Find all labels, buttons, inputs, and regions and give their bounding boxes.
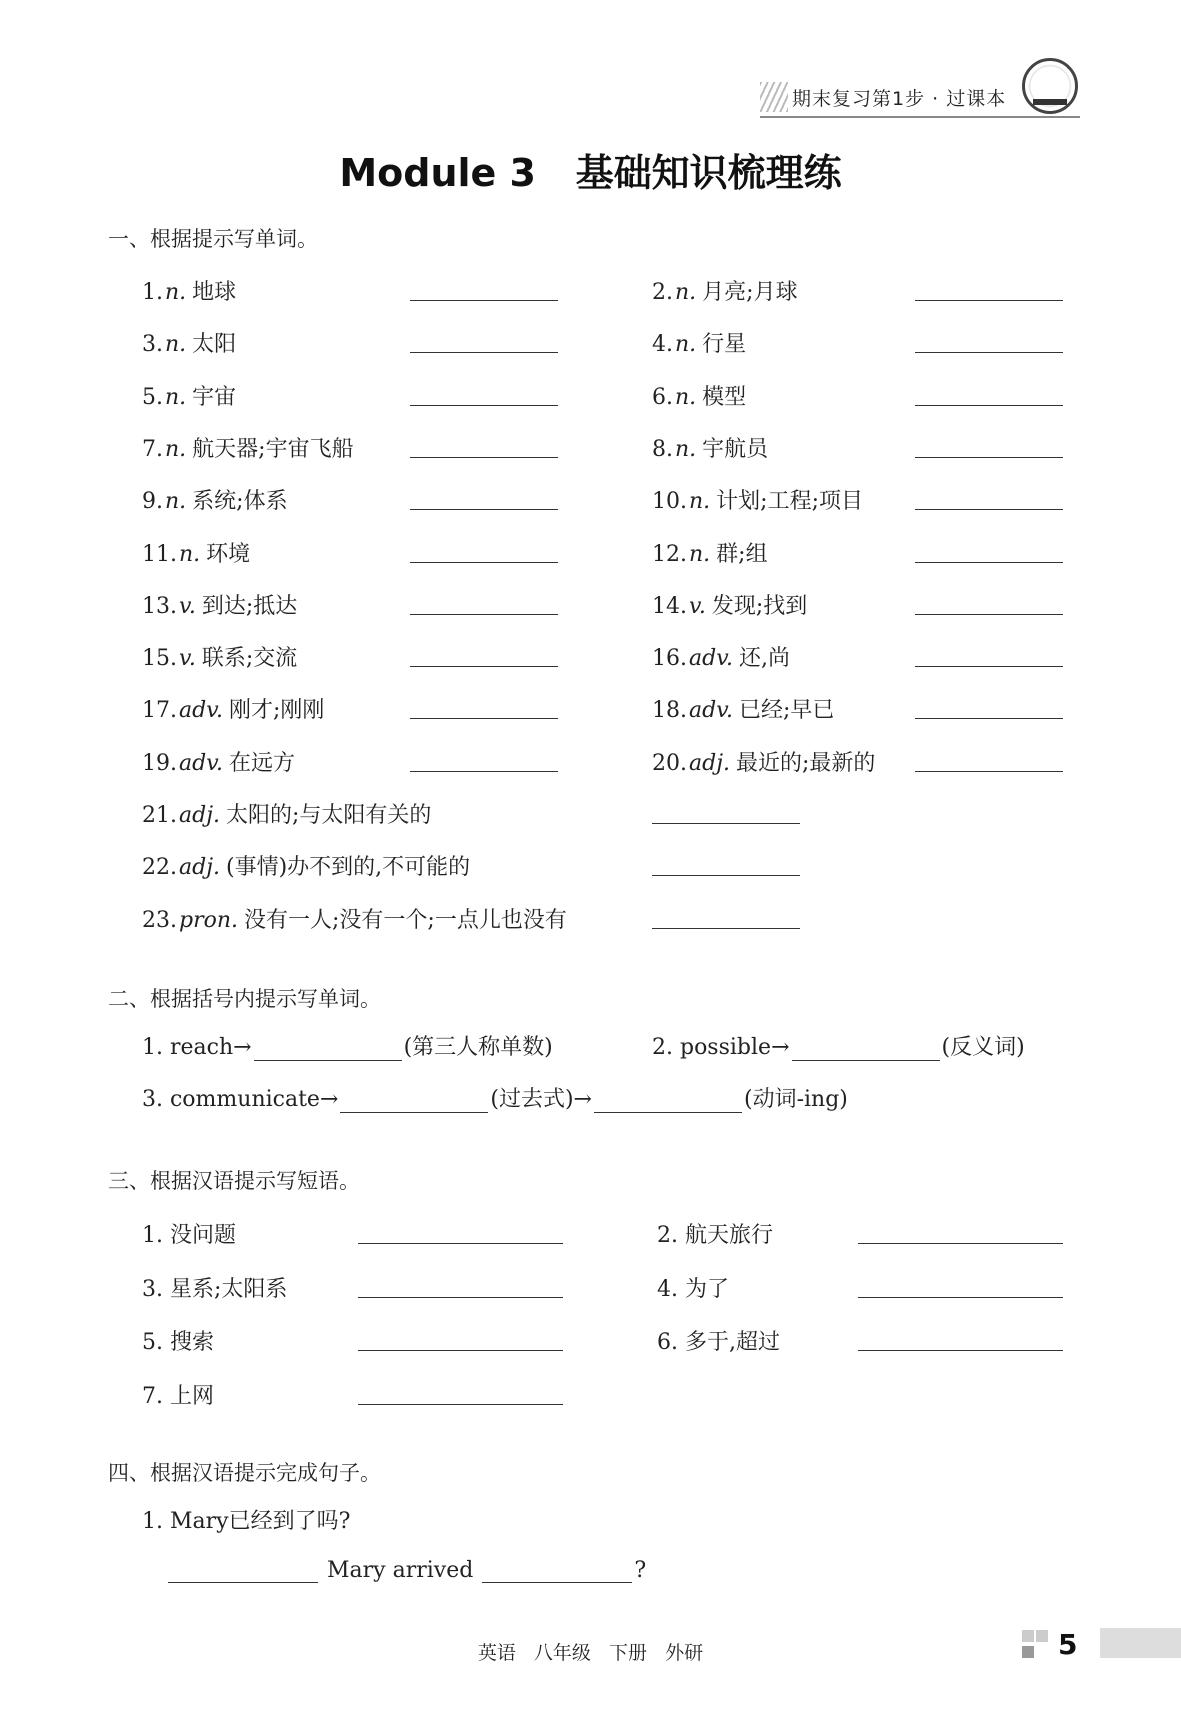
section4-heading: 四、根据汉语提示完成句子。 (108, 1461, 381, 1485)
section1-item (142, 903, 567, 934)
part-of-speech: adj. (179, 855, 221, 881)
header-rule (760, 116, 1080, 118)
item-number: 11. (142, 541, 177, 567)
section1-item (142, 537, 250, 568)
answer-blank[interactable] (358, 1243, 563, 1244)
item-hint: (反义词) (941, 1035, 1025, 1060)
part-of-speech: n. (675, 436, 697, 462)
answer-blank[interactable] (410, 614, 558, 615)
item-text: 没有一人;没有一个;一点儿也没有 (244, 907, 567, 933)
section3-item: 4. 为了 (657, 1276, 729, 1302)
answer-blank[interactable] (915, 562, 1063, 563)
answer-blank[interactable] (858, 1243, 1063, 1244)
section3-item: 6. 多于,超过 (657, 1330, 780, 1355)
header-text: 期末复习第1步 · 过课本 (792, 88, 1007, 110)
item-number: 3. (142, 332, 163, 358)
answer-blank[interactable] (358, 1404, 563, 1405)
item-number: 16. (652, 646, 687, 672)
item-text: 月亮;月球 (702, 280, 798, 305)
item-prefix: 1. reach→ (142, 1035, 252, 1060)
answer-blank[interactable] (358, 1297, 563, 1298)
part-of-speech: n. (675, 280, 697, 305)
part-of-speech: adv. (179, 698, 224, 724)
answer-blank[interactable] (858, 1350, 1063, 1351)
item-text: 模型 (702, 384, 747, 410)
item-number: 5. (142, 384, 163, 410)
answer-blank[interactable] (410, 718, 558, 719)
item-text: 系统;体系 (192, 489, 288, 515)
part-of-speech: adj. (689, 750, 731, 776)
item-text: 在远方 (229, 750, 296, 776)
section1-item (142, 693, 324, 724)
item-text: 还,尚 (739, 646, 791, 672)
answer-blank[interactable] (410, 300, 558, 301)
answer-blank[interactable] (410, 457, 558, 458)
section2-item-2 (652, 1030, 1025, 1061)
answer-blank[interactable] (410, 562, 558, 563)
item-text: 宇宙 (192, 384, 237, 410)
item-text: 计划;工程;项目 (716, 489, 863, 515)
item-text: 航天器;宇宙飞船 (192, 436, 354, 462)
item-text: 到达;抵达 (201, 593, 298, 619)
item-number: 4. (652, 332, 673, 358)
section1-item (652, 275, 798, 306)
answer-blank[interactable] (410, 771, 558, 772)
section1-item (652, 589, 807, 620)
answer-blank[interactable] (410, 405, 558, 406)
footer-decoration (1022, 1630, 1050, 1666)
answer-blank[interactable] (410, 666, 558, 667)
section1-item (652, 746, 875, 777)
answer-blank[interactable] (858, 1297, 1063, 1298)
item-number: 23. (142, 907, 177, 933)
item-text: 群;组 (716, 541, 768, 567)
item-number: 22. (142, 855, 177, 881)
item-text: 已经;早已 (739, 698, 835, 724)
answer-blank[interactable] (254, 1039, 402, 1061)
answer-blank[interactable] (652, 875, 800, 876)
answer-blank[interactable] (915, 300, 1063, 301)
footer-bar (1100, 1628, 1181, 1658)
item-number: 19. (142, 750, 177, 776)
item-prefix: 3. communicate→ (142, 1087, 339, 1112)
section1-item (142, 641, 297, 672)
item-text: 发现;找到 (711, 593, 808, 619)
answer-blank[interactable] (410, 509, 558, 510)
item-number: 18. (652, 698, 687, 724)
item-number: 20. (652, 750, 687, 776)
item-number: 15. (142, 646, 177, 672)
item-hint: (过去式)→ (490, 1087, 592, 1112)
item-text: 宇航员 (702, 436, 769, 462)
answer-blank[interactable] (652, 823, 800, 824)
part-of-speech: n. (689, 541, 711, 567)
section2-heading: 二、根据括号内提示写单词。 (108, 987, 381, 1011)
section1-item (142, 327, 236, 358)
section1-item (142, 850, 470, 881)
part-of-speech: pron. (179, 907, 239, 933)
part-of-speech: n. (689, 489, 711, 515)
answer-blank[interactable] (915, 614, 1063, 615)
section1-heading: 一、根据提示写单词。 (108, 227, 318, 251)
answer-blank[interactable] (915, 718, 1063, 719)
item-number: 13. (142, 593, 177, 619)
item-text: 最近的;最新的 (736, 750, 876, 776)
header-decoration (760, 82, 788, 112)
part-of-speech: adv. (689, 646, 734, 672)
section2-item-3 (142, 1082, 848, 1113)
item-number: 12. (652, 541, 687, 567)
section3-item: 7. 上网 (142, 1383, 214, 1409)
section1-item (142, 746, 295, 777)
item-text: 环境 (206, 541, 251, 567)
item-number: 2. (652, 280, 673, 305)
answer-blank[interactable] (915, 509, 1063, 510)
section1-item (142, 432, 354, 463)
section1-item (142, 589, 297, 620)
part-of-speech: v. (179, 646, 196, 672)
item-text: (事情)办不到的,不可能的 (226, 855, 471, 881)
item-number: 14. (652, 593, 687, 619)
item-number: 10. (652, 489, 687, 515)
answer-blank[interactable] (915, 405, 1063, 406)
item-number: 7. (142, 436, 163, 462)
section3-item: 3. 星系;太阳系 (142, 1276, 288, 1302)
section3-item: 5. 搜索 (142, 1330, 214, 1355)
part-of-speech: n. (165, 280, 187, 305)
part-of-speech: v. (689, 593, 706, 619)
item-text: 太阳 (192, 332, 237, 358)
page-number: 5 (1058, 1628, 1078, 1661)
item-number: 21. (142, 803, 177, 828)
item-number: 1. (142, 280, 163, 305)
answer-blank[interactable] (792, 1039, 940, 1061)
answer-blank[interactable] (915, 771, 1063, 772)
section2-item-1 (142, 1030, 553, 1061)
part-of-speech: n. (179, 541, 201, 567)
answer-blank[interactable] (652, 928, 800, 929)
section1-item (142, 798, 431, 829)
section1-item (652, 693, 834, 724)
item-text: 刚才;刚刚 (229, 698, 325, 724)
section1-item (652, 484, 863, 515)
section1-item (142, 484, 288, 515)
answer-blank[interactable] (594, 1091, 742, 1113)
answer-blank[interactable] (915, 457, 1063, 458)
answer-blank[interactable] (915, 352, 1063, 353)
section4-q1-prompt: 1. Mary已经到了吗? (142, 1509, 351, 1534)
item-number: 8. (652, 436, 673, 462)
part-of-speech: n. (165, 384, 187, 410)
part-of-speech: adj. (179, 803, 221, 828)
page-title: Module 3 基础知识梳理练 (339, 151, 842, 195)
section1-item (652, 327, 746, 358)
answer-blank[interactable] (168, 1561, 318, 1583)
sentence-fragment: Mary arrived (327, 1558, 474, 1583)
item-text: 地球 (192, 280, 237, 305)
footer-text: 英语 八年级 下册 外研 (477, 1642, 704, 1664)
item-number: 6. (652, 384, 673, 410)
section3-item: 2. 航天旅行 (657, 1223, 773, 1248)
part-of-speech: adv. (689, 698, 734, 724)
item-number: 9. (142, 489, 163, 515)
part-of-speech: n. (675, 384, 697, 410)
section1-item (652, 641, 790, 672)
part-of-speech: adv. (179, 750, 224, 776)
item-hint: (第三人称单数) (403, 1035, 553, 1060)
section1-item (652, 432, 768, 463)
answer-blank[interactable] (482, 1561, 632, 1583)
section1-item (652, 380, 746, 411)
item-text: 太阳的;与太阳有关的 (226, 803, 432, 828)
sentence-end: ? (634, 1558, 647, 1583)
part-of-speech: n. (165, 332, 187, 358)
section1-item (142, 380, 236, 411)
answer-blank[interactable] (410, 352, 558, 353)
part-of-speech: n. (165, 436, 187, 462)
item-text: 联系;交流 (201, 646, 298, 672)
section3-item: 1. 没问题 (142, 1223, 236, 1248)
answer-blank[interactable] (340, 1091, 488, 1113)
publisher-seal-icon (1022, 58, 1078, 114)
part-of-speech: v. (179, 593, 196, 619)
item-text: 行星 (702, 332, 747, 358)
item-hint: (动词-ing) (744, 1087, 848, 1112)
item-prefix: 2. possible→ (652, 1035, 790, 1060)
section1-item (652, 537, 768, 568)
part-of-speech: n. (675, 332, 697, 358)
item-number: 17. (142, 698, 177, 724)
section4-q1-answer-line (166, 1558, 646, 1583)
answer-blank[interactable] (915, 666, 1063, 667)
answer-blank[interactable] (358, 1350, 563, 1351)
section1-item (142, 275, 236, 306)
section3-heading: 三、根据汉语提示写短语。 (108, 1169, 360, 1193)
part-of-speech: n. (165, 489, 187, 515)
